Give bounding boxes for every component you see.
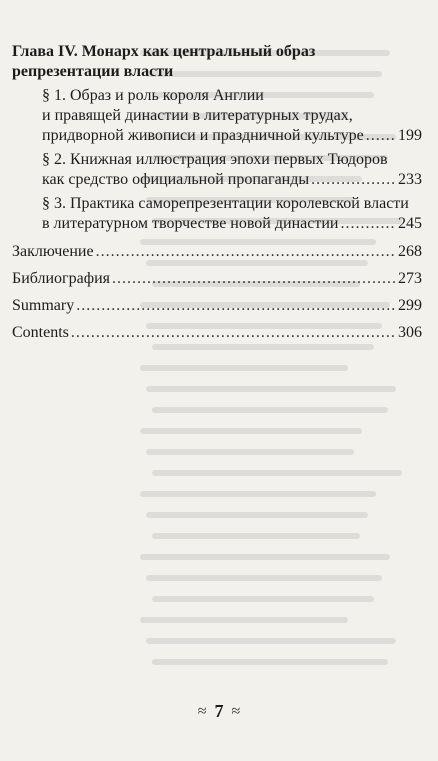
chapter-title-line-1: Глава IV. Монарх как центральный образ bbox=[12, 43, 316, 60]
bibliography-label: Библиография bbox=[12, 270, 110, 287]
show-through-line bbox=[146, 638, 396, 644]
section-3-leader-row bbox=[42, 214, 422, 234]
toc-entry-summary[interactable] bbox=[12, 296, 422, 316]
show-through-line bbox=[146, 449, 354, 455]
show-through-line bbox=[140, 428, 362, 434]
toc-entry-contents[interactable] bbox=[12, 323, 422, 343]
section-1-page: 199 bbox=[398, 127, 422, 144]
summary-leader-row bbox=[12, 296, 422, 316]
summary-label: Summary bbox=[12, 297, 75, 314]
section-1-line-2: и правящей династии в литературных трудах, bbox=[42, 107, 353, 124]
page-footer bbox=[0, 701, 438, 722]
page-number: 7 bbox=[214, 701, 224, 721]
show-through-line bbox=[152, 659, 388, 665]
dot-leader bbox=[311, 170, 396, 190]
contents-page: 306 bbox=[398, 324, 422, 341]
section-3-page: 245 bbox=[398, 215, 422, 232]
chapter-heading bbox=[12, 42, 422, 82]
show-through-line bbox=[146, 512, 368, 518]
conclusion-leader-row bbox=[12, 242, 422, 262]
chapter-title-line-2: репрезентации власти bbox=[12, 63, 174, 80]
show-through-line bbox=[152, 470, 402, 476]
dot-leader bbox=[76, 296, 396, 316]
dot-leader bbox=[366, 126, 396, 146]
show-through-line bbox=[152, 407, 388, 413]
section-2-line-1: § 2. Книжная иллюстрация эпохи первых Тюдоров bbox=[42, 151, 388, 168]
dot-leader bbox=[71, 323, 396, 343]
dot-leader bbox=[112, 269, 396, 289]
show-through-line bbox=[140, 491, 376, 497]
summary-page: 299 bbox=[398, 297, 422, 314]
ornament-right-icon: ≈ bbox=[231, 702, 241, 720]
show-through-line bbox=[146, 386, 396, 392]
table-of-contents bbox=[12, 42, 422, 343]
section-2-page: 233 bbox=[398, 171, 422, 188]
toc-entry-section-2[interactable] bbox=[12, 150, 422, 190]
bibliography-page: 273 bbox=[398, 270, 422, 287]
contents-label: Contents bbox=[12, 324, 69, 341]
dot-leader bbox=[340, 214, 396, 234]
bibliography-leader-row bbox=[12, 269, 422, 289]
show-through-line bbox=[152, 344, 374, 350]
toc-entry-conclusion[interactable] bbox=[12, 242, 422, 262]
section-2-line-2: как средство официальной пропаганды bbox=[42, 171, 310, 188]
conclusion-page: 268 bbox=[398, 243, 422, 260]
section-1-line-3: придворной живописи и праздничной культуре bbox=[42, 127, 364, 144]
toc-entry-section-3[interactable] bbox=[12, 194, 422, 234]
dot-leader bbox=[96, 242, 396, 262]
section-1-leader-row bbox=[42, 126, 422, 146]
show-through-line bbox=[152, 533, 360, 539]
toc-entry-bibliography[interactable] bbox=[12, 269, 422, 289]
show-through-line bbox=[140, 365, 348, 371]
section-3-line-2: в литературном творчестве новой династии bbox=[42, 215, 339, 232]
show-through-line bbox=[146, 575, 382, 581]
conclusion-label: Заключение bbox=[12, 243, 94, 260]
section-2-leader-row bbox=[42, 170, 422, 190]
toc-entry-section-1[interactable] bbox=[12, 86, 422, 146]
ornament-left-icon: ≈ bbox=[197, 702, 207, 720]
show-through-line bbox=[140, 554, 390, 560]
section-1-line-1: § 1. Образ и роль короля Англии bbox=[42, 87, 264, 104]
show-through-line bbox=[140, 617, 348, 623]
contents-leader-row bbox=[12, 323, 422, 343]
section-3-line-1: § 3. Практика саморепрезентации королевской власти bbox=[42, 195, 409, 212]
show-through-line bbox=[152, 596, 374, 602]
